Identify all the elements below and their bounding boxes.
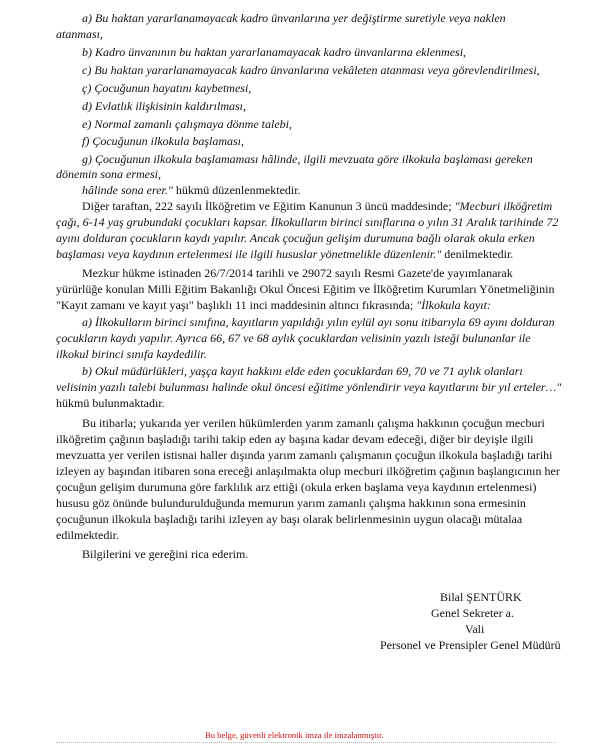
paragraph-line: çocuğun gelişim durumuna göre farklılık arz ettiği (okula erken başlama veya kaydının ertelenmesi) (56, 480, 537, 494)
paragraph-line: hükmü bulunmaktadır. (56, 396, 165, 410)
closing-italic: hâlinde sona erer." (82, 183, 173, 197)
quote-line: b) Okul müdürlükleri, yaşça kayıt hakkını elde eden çocuklardan 69, 70 ve 71 aylık olanları (82, 364, 523, 378)
footer-divider (56, 742, 556, 747)
paragraph-line: mevzuatta yer verilen istisnai haller dışında yarım zamanlı çalışmanın çocuğun ilkokula başladığı tarihi (56, 448, 553, 462)
list-item: d) Evlatlık ilişkisinin kaldırılması, (82, 99, 246, 113)
list-closing-line (82, 182, 301, 198)
list-item: f) Çocuğunun ilkokula başlaması, (82, 134, 244, 148)
paragraph-line: ayını dolduran çocukların kaydı yapılır. Ancak çocuğun gelişim durumuna bağlı olarak okula erken (56, 231, 535, 245)
quote-line: velisinin yazılı talebi bulunması halinde okul öncesi eğitime yönlendirir veya kayıtlarını bir yıl erteler…" (56, 380, 562, 394)
paragraph-line (56, 246, 513, 262)
list-item: e) Normal zamanlı çalışmaya dönme talebi, (82, 117, 292, 131)
list-item-continuation: atanması, (56, 27, 104, 41)
list-item: c) Bu haktan yararlanamayacak kadro ünvanlarına vekâleten atanması veya görevlendirilmesi, (82, 63, 540, 77)
paragraph-line: izleyen ay başından itibaren sona ereceği anlaşılmakta olup mecburi ilköğretim çağının başlangıcının her (56, 464, 560, 478)
signer-name: Bilal ŞENTÜRK (440, 590, 522, 604)
signer-title: Genel Sekreter a. (431, 606, 514, 620)
paragraph-line: yürürlüğe konulan Milli Eğitim Bakanlığı Okul Öncesi Eğitim ve İlköğretim Kurumları Yönetmeliğinin (56, 282, 555, 296)
text-normal: Diğer taraftan, 222 sayılı İlköğretim ve Eğitim Kanunun 3 üncü maddesinde; (82, 199, 455, 213)
paragraph-line: Mezkur hükme istinaden 26/7/2014 tarihli ve 29072 sayılı Resmi Gazete'de yayımlanarak (82, 266, 513, 280)
paragraph-line (56, 297, 491, 313)
list-item: ç) Çocuğunun hayatını kaybetmesi, (82, 81, 252, 95)
text-normal: "Kayıt zamanı ve kayıt yaşı" başlıklı 11 inci maddesinin altıncı fıkrasında; (56, 298, 417, 312)
e-signature-notice: Bu belge, güvenli elektronik imza ile imzalanmıştır. (205, 730, 384, 740)
paragraph-line: Bu itibarla; yukarıda yer verilen hükümlerden yarım zamanlı çalışma hakkının çocuğun mecburi (82, 416, 545, 430)
list-item: g) Çocuğunun ilkokula başlamaması hâlinde, ilgili mevzuata göre ilkokula başlaması gereken (82, 152, 533, 166)
closing-normal: hükmü düzenlenmektedir. (172, 183, 301, 197)
list-item: a) Bu haktan yararlanamayacak kadro ünvanlarına yer değiştirme suretiyle veya naklen (82, 11, 506, 25)
paragraph-line: ilköğretim çağının başladığı tarihi takip eden ay başına kadar devam edeceği, diğer bir deyişle ilgili (56, 432, 534, 446)
text-normal: denilmektedir. (441, 247, 514, 261)
text-italic: "Mecburi ilköğretim (454, 199, 553, 213)
paragraph-line (82, 198, 552, 214)
quote-line: a) İlkokulların birinci sınıfına, kayıtların yapıldığı yılın eylül ayı sonu itibarıyla 69 ayını dolduran (82, 315, 555, 329)
signer-title: Vali (465, 622, 485, 636)
text-italic: başlaması veya kaydının ertelenmesi ile ilgili hususlar yönetmelikle düzenlenir." (56, 247, 442, 261)
paragraph-line: çocuğunun ilkokula başladığı tarihi izleyen ay başı olarak belirlenmesinin uygun olacağı mütalaa (56, 512, 523, 526)
signer-title: Personel ve Prensipler Genel Müdürü (380, 638, 561, 652)
paragraph-line: hususu göz önünde bulundurulduğunda memurun yarım zamanlı çalışma hakkının sona ermesinin (56, 496, 526, 510)
list-item-continuation: dönemin sona ermesi, (56, 167, 161, 181)
quote-line: çocukların kaydı yapılır. Ayrıca 66, 67 ve 68 aylık çocuklardan velisinin yazılı isteği bulunanlar ile (56, 331, 531, 345)
paragraph-line: edilmektedir. (56, 528, 119, 542)
closing-request: Bilgilerini ve gereğini rica ederim. (82, 547, 249, 561)
list-item: b) Kadro ünvanının bu haktan yararlanamayacak kadro ünvanlarına eklenmesi, (82, 45, 467, 59)
paragraph-line: çağı, 6-14 yaş grubundaki çocukları kapsar. İlkokulların birinci sınıflarına o yılın 31 Aralık tarihinde 72 (56, 215, 559, 229)
quote-line: ilkokul birinci sınıfa kaydedilir. (56, 347, 207, 361)
text-italic: "İlkokula kayıt: (416, 298, 491, 312)
